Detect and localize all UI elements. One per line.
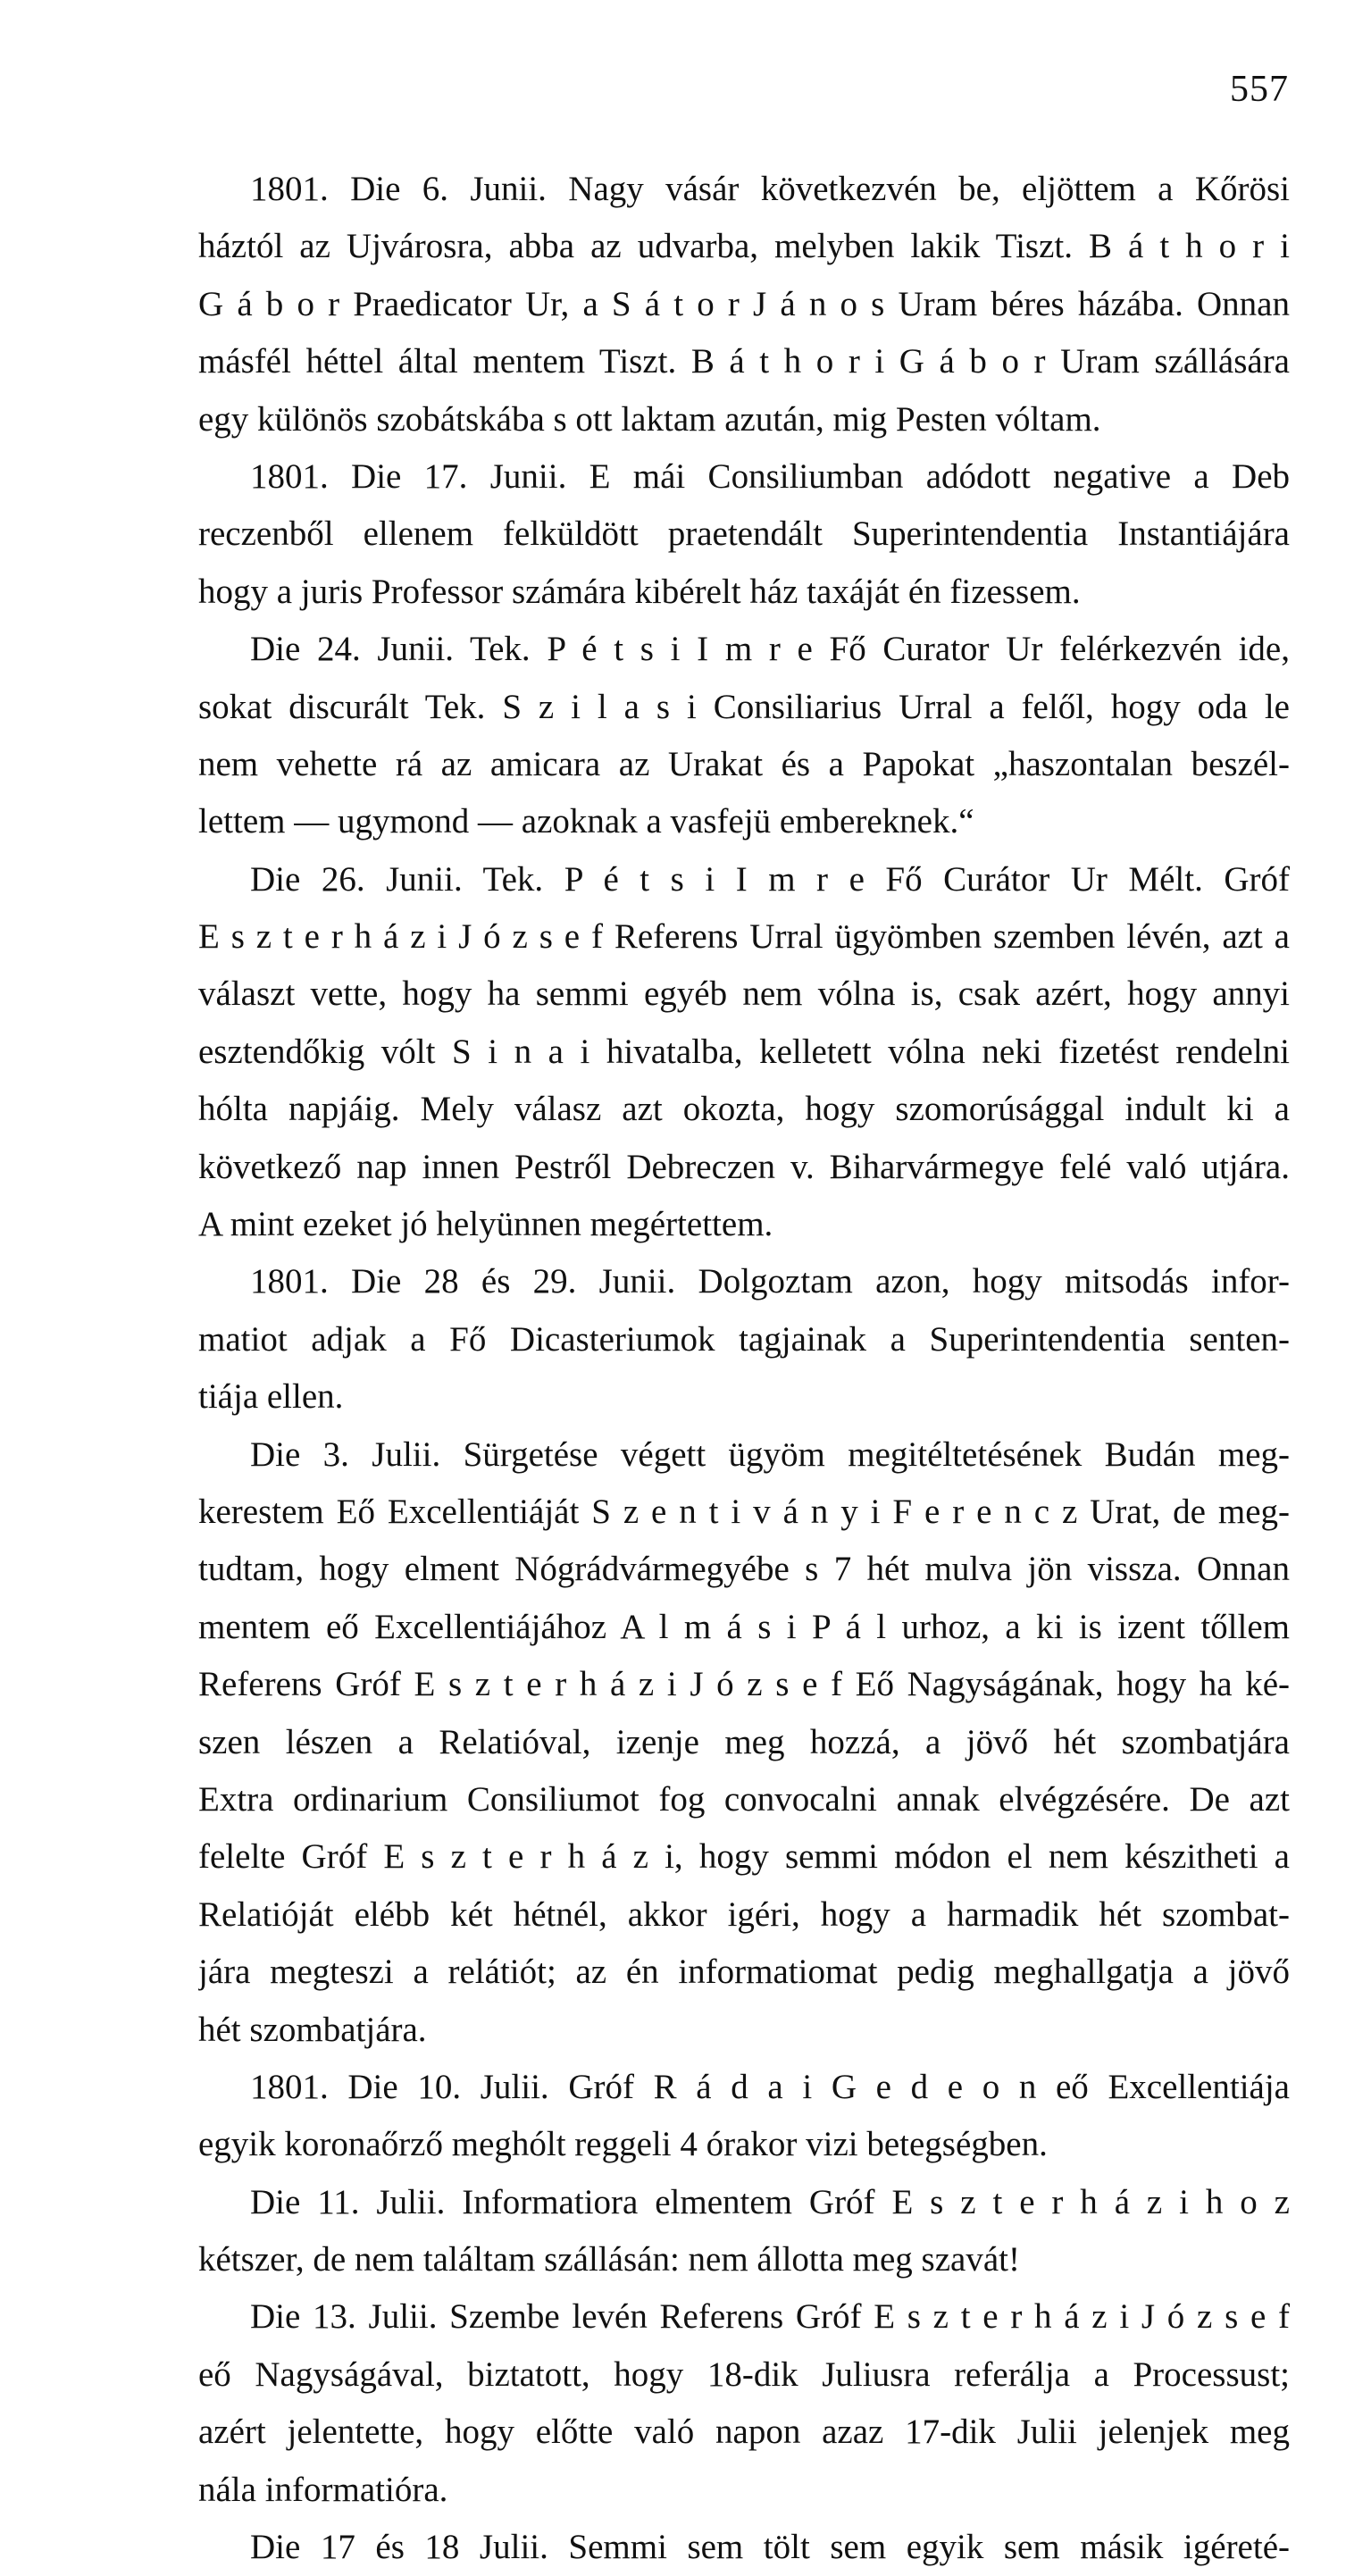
text-line: Relatióját elébb két hétnél, akkor igéri, hogy a harmadik hét szombat- [198, 1894, 1290, 1934]
paragraph [198, 2288, 1290, 2519]
text-line: matiot adjak a Fő Dicasteriumok tagjainak a Superintendentia senten- [198, 1319, 1290, 1359]
text-line: kétszer, de nem találtam szállásán: nem állotta meg szavát! [198, 2240, 1020, 2279]
text-line: Extra ordinarium Consiliumot fog convocalni annak elvégzésére. De azt [198, 1779, 1290, 1819]
paragraph [198, 621, 1290, 851]
document-body [198, 161, 1290, 2576]
paragraph [198, 2519, 1290, 2576]
paragraph [198, 448, 1290, 621]
text-line: Die 24. Junii. Tek. P é t s i I m r e Fő Curator Ur felérkezvén ide, [250, 630, 1290, 669]
text-line: 1801. Die 10. Julii. Gróf R á d a i G e d e o n eő Excellentiája [250, 2067, 1290, 2106]
text-line: azért jelentette, hogy előtte való napon azaz 17-dik Julii jelenjek meg [198, 2413, 1290, 2452]
text-line: Die 13. Julii. Szembe levén Referens Gróf E s z t e r h á z i J ó z s e f [250, 2297, 1290, 2337]
text-line: tudtam, hogy elment Nógrádvármegyébe s 7 hét mulva jön vissza. Onnan [198, 1550, 1290, 1589]
text-line: szen lészen a Relatióval, izenje meg hozzá, a jövő hét szombatjára [198, 1722, 1290, 1761]
text-line: jára megteszi a relátiót; az én informatiomat pedig meghallgatja a jövő [198, 1953, 1290, 1992]
text-line: 1801. Die 17. Junii. E mái Consiliumban adódott negative a Deb [250, 456, 1290, 496]
text-line: egy különös szobátskába s ott laktam azután, mig Pesten vóltam. [198, 399, 1101, 439]
text-line: 1801. Die 6. Junii. Nagy vásár következvén be, eljöttem a Kőrösi [250, 170, 1290, 208]
text-line: G á b o r Praedicator Ur, a S á t o r J á n o s Uram béres házába. Onnan [198, 284, 1290, 323]
text-line: 1801. Die 28 és 29. Junii. Dolgoztam azon, hogy mitsodás infor- [250, 1262, 1290, 1301]
text-line: Referens Gróf E s z t e r h á z i J ó z s e f Eő Nagyságának, hogy ha ké- [198, 1665, 1290, 1704]
text-line: felelte Gróf E s z t e r h á z i, hogy semmi módon el nem készitheti a [198, 1837, 1290, 1877]
text-line: hólta napjáig. Mely válasz azt okozta, hogy szomorúsággal indult ki a [198, 1090, 1290, 1129]
text-line: Die 17 és 18 Julii. Semmi sem tölt sem egyik sem másik igéreté- [250, 2528, 1290, 2567]
text-line: hogy a juris Professor számára kibérelt ház taxáját én fizessem. [198, 572, 1081, 611]
paragraph [198, 2174, 1290, 2289]
paragraph [198, 161, 1290, 448]
text-line: választ vette, hogy ha semmi egyéb nem vólna is, csak azért, hogy annyi [198, 974, 1290, 1014]
text-line: E s z t e r h á z i J ó z s e f Referens Urral ügyömben szemben lévén, azt a [198, 917, 1290, 957]
text-line: tiája ellen. [198, 1377, 344, 1417]
text-line: kerestem Eő Excellentiáját S z e n t i v á n y i F e r e n c z Urat, de meg- [198, 1492, 1290, 1531]
text-line: háztól az Ujvárosra, abba az udvarba, melyben lakik Tiszt. B á t h o r i [198, 227, 1290, 266]
text-line: nem vehette rá az amicara az Urakat és a Papokat „haszontalan beszél- [198, 744, 1290, 783]
text-line: Die 3. Julii. Sürgetése végett ügyöm megitéltetésének Budán meg- [250, 1434, 1290, 1474]
text-line: reczenből ellenem felküldött praetendált Superintendentia Instantiájára [198, 514, 1290, 554]
paragraph [198, 2059, 1290, 2174]
paragraph [198, 1426, 1290, 2059]
text-line: másfél héttel által mentem Tiszt. B á t h o r i G á b o r Uram szállására [198, 342, 1290, 381]
paragraph [198, 1253, 1290, 1426]
text-line: esztendőkig vólt S i n a i hivatalba, kelletett vólna neki fizetést rendelni [198, 1032, 1290, 1071]
text-line: lettem — ugymond — azoknak a vasfejü embereknek.“ [198, 802, 974, 841]
text-line: Die 11. Julii. Informatiora elmentem Gróf E s z t e r h á z i h o z [250, 2182, 1290, 2221]
text-line: következő nap innen Pestről Debreczen v. Biharvármegye felé való utjára. [198, 1147, 1290, 1186]
paragraph [198, 851, 1290, 1254]
text-line: mentem eő Excellentiájához A l m á s i P á l urhoz, a ki is izent tőllem [198, 1607, 1290, 1646]
text-line: eő Nagyságával, biztatott, hogy 18-dik Juliusra referálja a Processust; [198, 2354, 1290, 2394]
page-number: 557 [1230, 69, 1289, 110]
text-line: nála informatióra. [198, 2470, 448, 2509]
text-line: hét szombatjára. [198, 2010, 427, 2049]
text-line: Die 26. Junii. Tek. P é t s i I m r e Fő Curátor Ur Mélt. Gróf [250, 859, 1290, 899]
text-line: sokat discurált Tek. S z i l a s i Consiliarius Urral a felől, hogy oda le [198, 687, 1290, 726]
text-line: A mint ezeket jó helyünnen megértettem. [198, 1205, 773, 1244]
text-line: egyik koronaőrző meghólt reggeli 4 órakor vizi betegségben. [198, 2125, 1048, 2164]
